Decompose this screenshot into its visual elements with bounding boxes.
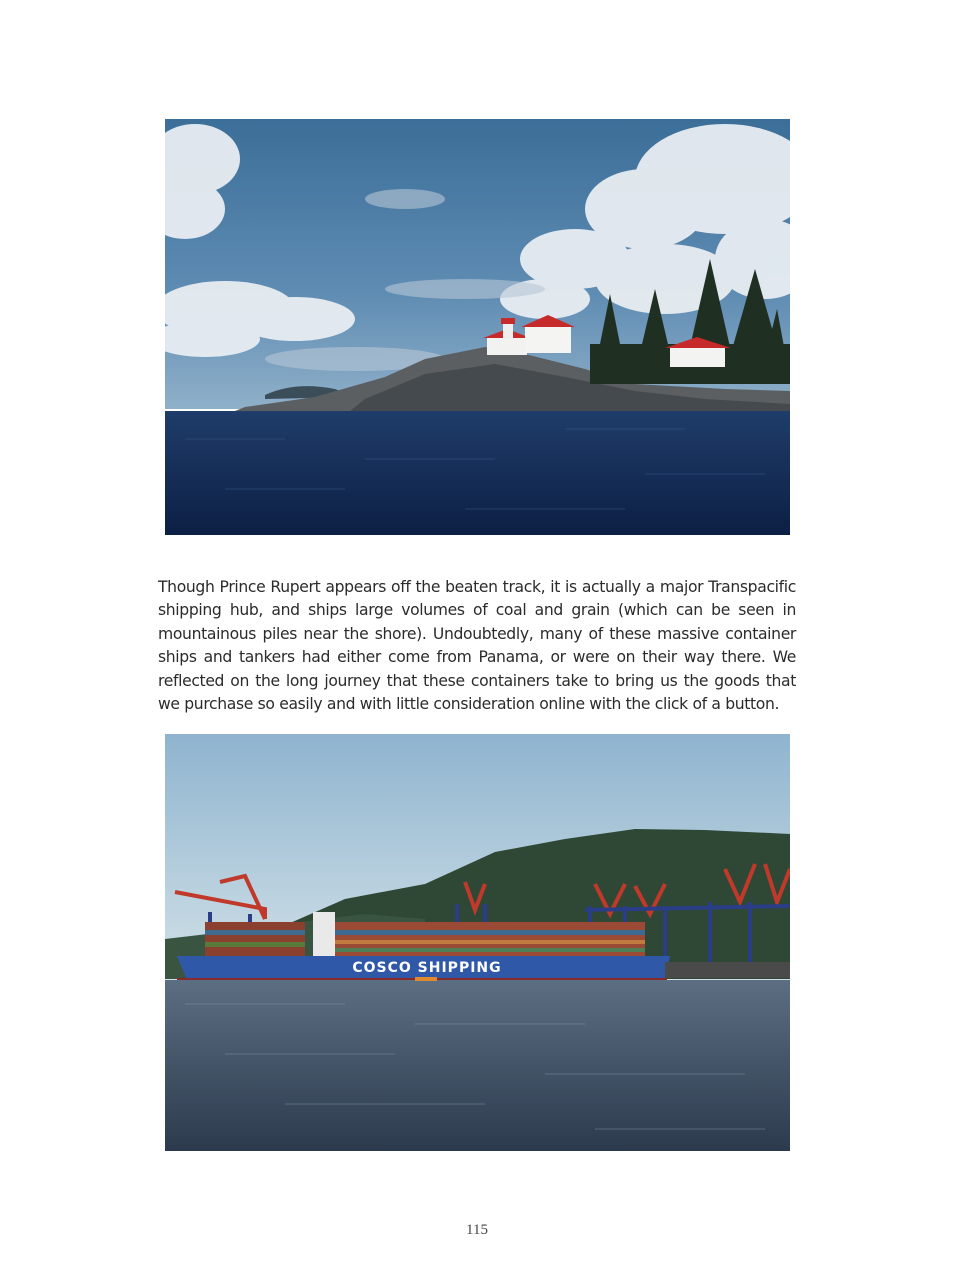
pilot-boat (415, 977, 437, 981)
lighthouse-scene (165, 119, 790, 535)
page-number: 115 (466, 1222, 488, 1238)
hull-text: COSCO SHIPPING (352, 960, 502, 976)
lighthouse-island-photo (165, 119, 790, 535)
body-paragraph: Though Prince Rupert appears off the beaten track, it is actually a major Transpacific shipping hub, and ships large volumes of coal and grain (which can be seen in mountainous piles near the shore). Undoubtedly, many of these massive container ships and tankers had either come from Panama, or were on their way there. We reflected on the long journey that these containers take to bring us the goods that we purchase so easily and with little consideration online with the click of a button. (158, 578, 796, 714)
harbour-water (165, 980, 790, 1151)
sea (165, 411, 790, 535)
container-ship-photo (165, 734, 790, 1151)
port-scene (165, 734, 790, 1151)
